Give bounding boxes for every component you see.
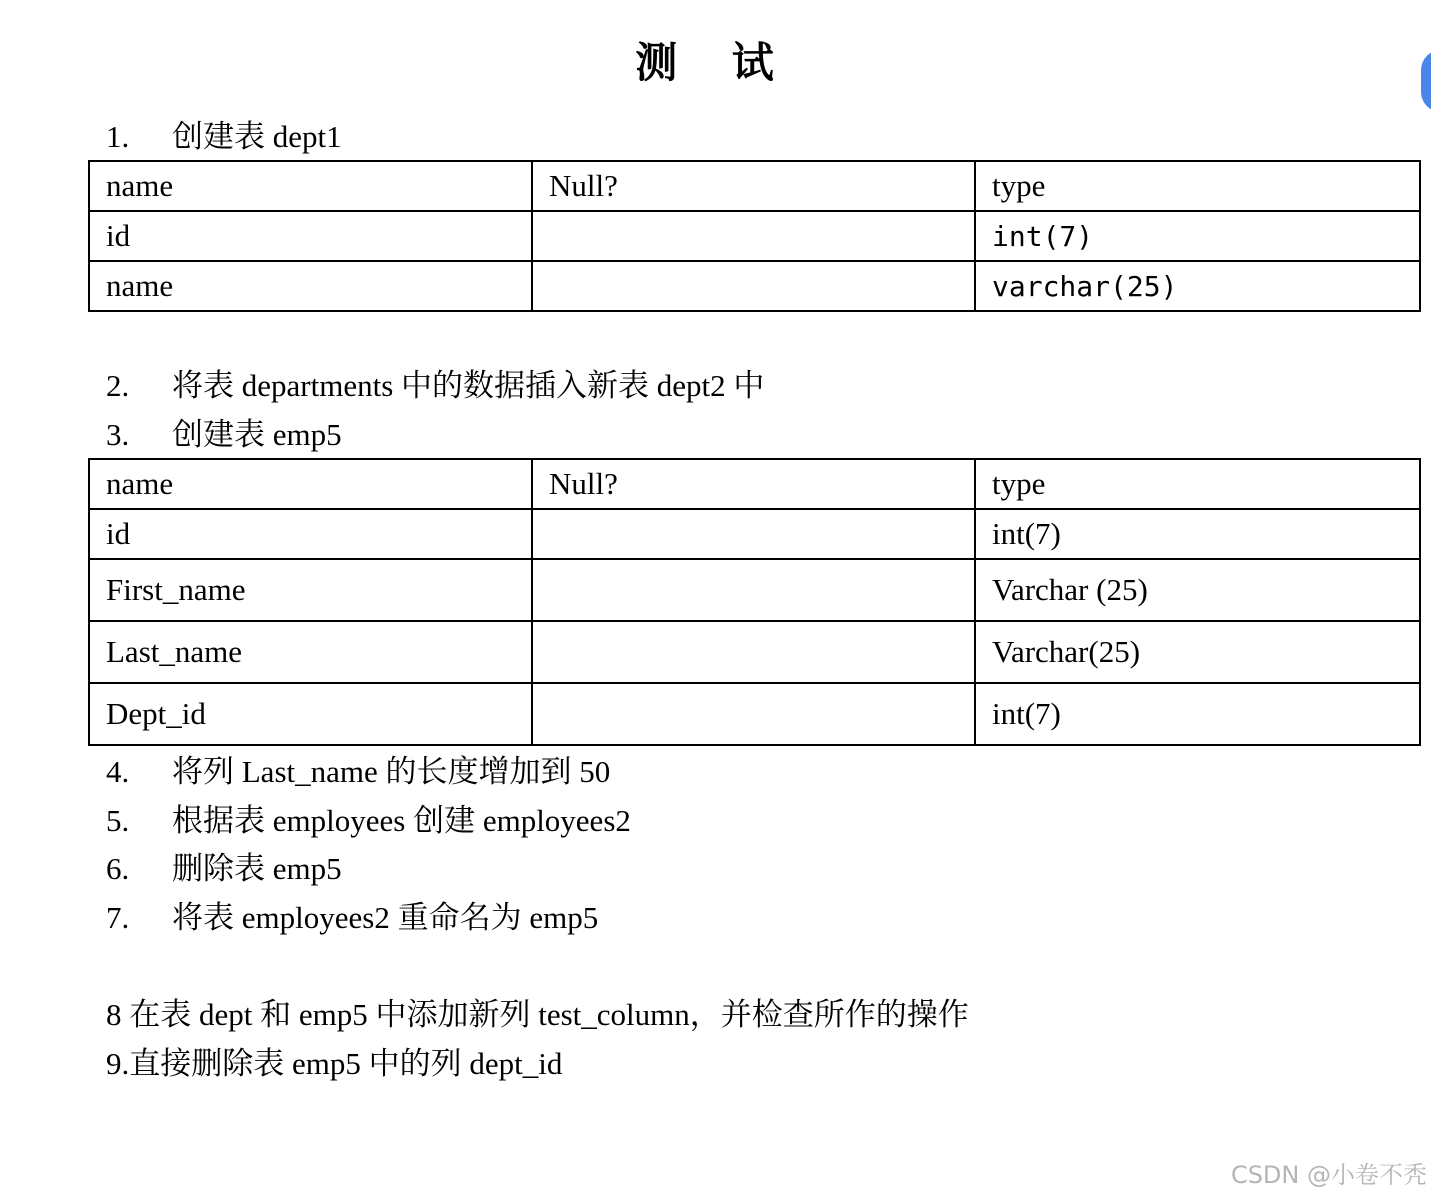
document-title: 测 试 bbox=[635, 41, 796, 87]
question-text: 创建表 emp5 bbox=[172, 417, 342, 452]
cell-name: First_name bbox=[89, 559, 532, 621]
cell-name: Last_name bbox=[89, 621, 532, 683]
question-text: 将表 departments 中的数据插入新表 dept2 中 bbox=[172, 368, 765, 403]
cell-type: int(7) bbox=[975, 211, 1420, 261]
question-number: 7. bbox=[106, 900, 130, 935]
cell-null bbox=[532, 211, 975, 261]
cell-name: id bbox=[89, 509, 532, 559]
question-1 bbox=[106, 117, 342, 157]
question-8: 8 在表 dept 和 emp5 中添加新列 test_column，并检查所作的操作 bbox=[106, 997, 969, 1032]
question-5 bbox=[106, 801, 631, 841]
table-row bbox=[89, 211, 1420, 261]
table-row bbox=[89, 509, 1420, 559]
question-7 bbox=[106, 898, 598, 938]
table-header-row bbox=[89, 459, 1420, 509]
emp5-structure-table bbox=[88, 458, 1421, 746]
cell-name: id bbox=[89, 211, 532, 261]
question-4 bbox=[106, 752, 610, 792]
question-text: 创建表 dept1 bbox=[172, 119, 342, 154]
question-6 bbox=[106, 849, 342, 889]
cell-null bbox=[532, 261, 975, 311]
header-cell-name: name bbox=[89, 161, 532, 211]
table-row bbox=[89, 621, 1420, 683]
question-number: 5. bbox=[106, 803, 130, 838]
question-text: 删除表 emp5 bbox=[172, 851, 342, 886]
question-number: 1. bbox=[106, 119, 130, 154]
table-row bbox=[89, 559, 1420, 621]
question-3 bbox=[106, 415, 342, 455]
header-cell-type: type bbox=[975, 161, 1420, 211]
table-header-row bbox=[89, 161, 1420, 211]
question-number: 4. bbox=[106, 754, 130, 789]
header-cell-null: Null? bbox=[532, 161, 975, 211]
table-row bbox=[89, 683, 1420, 745]
cell-name: name bbox=[89, 261, 532, 311]
table-row bbox=[89, 261, 1420, 311]
question-9: 9.直接删除表 emp5 中的列 dept_id bbox=[106, 1046, 563, 1081]
cell-null bbox=[532, 509, 975, 559]
header-cell-name: name bbox=[89, 459, 532, 509]
header-cell-type: type bbox=[975, 459, 1420, 509]
question-text: 根据表 employees 创建 employees2 bbox=[172, 803, 631, 838]
cell-type: Varchar(25) bbox=[975, 621, 1420, 683]
cell-null bbox=[532, 683, 975, 745]
cell-name: Dept_id bbox=[89, 683, 532, 745]
cell-null bbox=[532, 559, 975, 621]
cell-type: int(7) bbox=[975, 509, 1420, 559]
question-text: 将表 employees2 重命名为 emp5 bbox=[172, 900, 599, 935]
question-2 bbox=[106, 366, 764, 406]
question-text: 将列 Last_name 的长度增加到 50 bbox=[172, 754, 611, 789]
dept1-structure-table bbox=[88, 160, 1421, 312]
cell-null bbox=[532, 621, 975, 683]
cell-type: varchar(25) bbox=[975, 261, 1420, 311]
question-number: 3. bbox=[106, 417, 130, 452]
question-number: 6. bbox=[106, 851, 130, 886]
question-number: 2. bbox=[106, 368, 130, 403]
header-cell-null: Null? bbox=[532, 459, 975, 509]
cell-type: int(7) bbox=[975, 683, 1420, 745]
cell-type: Varchar (25) bbox=[975, 559, 1420, 621]
watermark: CSDN @小卷不秃 bbox=[1230, 1161, 1427, 1189]
